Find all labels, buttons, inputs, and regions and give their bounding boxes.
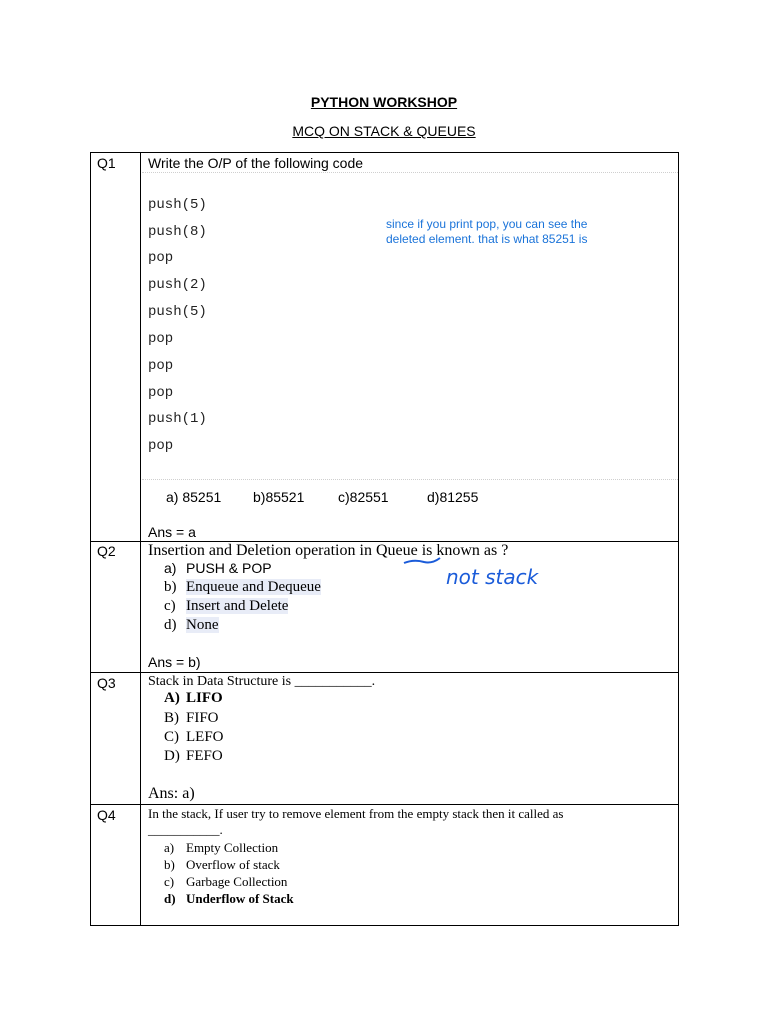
code-line: pop: [148, 385, 174, 401]
question-text: Insertion and Deletion operation in Queue is known as ?: [148, 542, 509, 559]
answer-text: Ans: a): [148, 785, 195, 802]
option-c: C) LEFO: [164, 729, 224, 745]
question-blank: ___________.: [148, 822, 223, 837]
divider: [142, 479, 678, 480]
option-a: a) PUSH & POP: [164, 560, 272, 576]
option-b: B) FIFO: [164, 710, 219, 726]
option-c: c) Insert and Delete: [164, 598, 289, 614]
code-line: pop: [148, 358, 174, 374]
code-line: push(1): [148, 411, 207, 427]
option-b: b) Enqueue and Dequeue: [164, 579, 321, 595]
divider: [142, 172, 678, 173]
code-line: push(8): [148, 224, 207, 240]
question-number: Q4: [91, 805, 141, 925]
option-b: b)85521: [253, 489, 305, 505]
question-row-q4: [90, 805, 679, 926]
option-a: A) LIFO: [164, 690, 223, 706]
option-b: b) Overflow of stack: [164, 857, 280, 872]
option-d: d) None: [164, 617, 219, 633]
answer-text: Ans = a: [148, 524, 196, 540]
code-line: pop: [148, 250, 174, 266]
option-d: d) Underflow of Stack: [164, 891, 294, 906]
question-content: [142, 805, 678, 925]
handwritten-underline: [402, 555, 442, 567]
question-row-q1: [90, 152, 679, 542]
annotation-note: since if you print pop, you can see the deleted element. that is what 85251 is: [386, 217, 588, 246]
option-a: a) Empty Collection: [164, 840, 279, 855]
question-text: Write the O/P of the following code: [148, 155, 364, 171]
option-a: a) 85251: [166, 489, 222, 505]
question-content: [142, 153, 678, 541]
code-line: pop: [148, 331, 174, 347]
question-number: Q3: [91, 673, 141, 804]
option-d: D) FEFO: [164, 748, 223, 764]
question-text: In the stack, If user try to remove element from the empty stack then it called as: [148, 806, 564, 821]
option-d: d)81255: [427, 489, 479, 505]
question-content: [142, 541, 678, 672]
option-c: c) Garbage Collection: [164, 874, 288, 889]
handwritten-note: not stack: [446, 565, 539, 589]
question-text: Stack in Data Structure is ___________.: [148, 674, 376, 689]
code-line: push(5): [148, 304, 207, 320]
code-line: pop: [148, 438, 174, 454]
code-line: push(5): [148, 197, 207, 213]
question-content: [142, 673, 678, 804]
worksheet-subtitle: MCQ ON STACK & QUEUES: [292, 123, 476, 139]
answer-text: Ans = b): [148, 654, 201, 670]
question-row-q2: [90, 541, 679, 673]
workshop-title: PYTHON WORKSHOP: [310, 94, 458, 110]
option-c: c)82551: [338, 489, 389, 505]
question-number: Q2: [91, 541, 141, 672]
question-row-q3: [90, 673, 679, 805]
code-line: push(2): [148, 277, 207, 293]
question-number: Q1: [91, 153, 141, 541]
